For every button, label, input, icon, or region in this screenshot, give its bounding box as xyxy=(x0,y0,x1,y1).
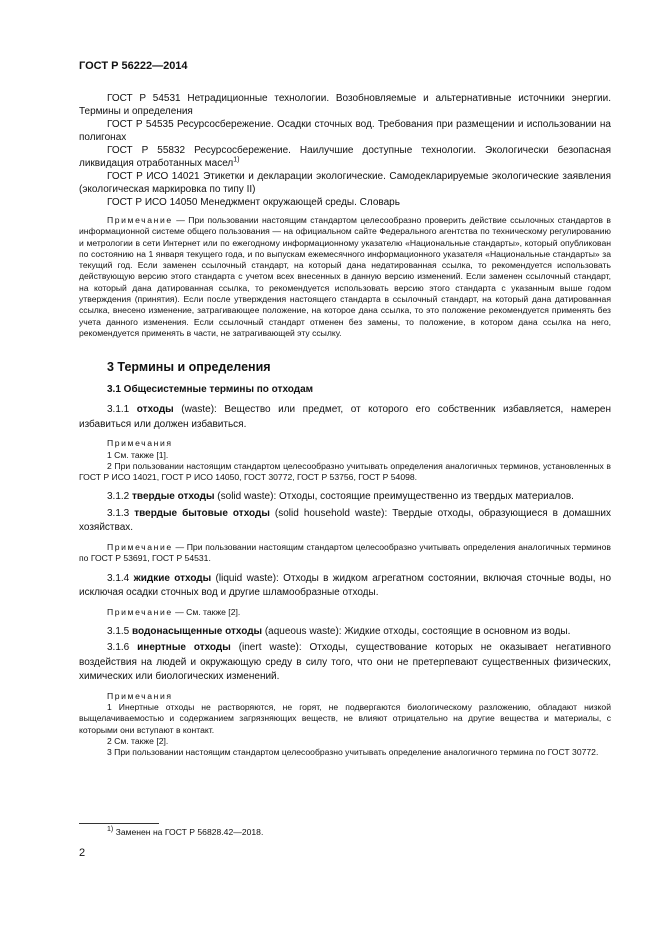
reference-item: ГОСТ Р 54531 Нетрадиционные технологии. Возобновляемые и альтернативные источники энергии. Термины и определения xyxy=(79,93,611,117)
term-3-1-6: 3.1.6 инертные отходы (inert waste): Отходы, существование которых не оказывает негативного воздействия на людей и окружающую среду в силу того, что они не претерпевают существенных физических, химических или биологических изменений. xyxy=(79,642,611,683)
term-3-1-3: 3.1.3 твердые бытовые отходы (solid household waste): Твердые отходы, образующиеся в домашних хозяйствах. xyxy=(79,507,611,534)
section-title: 3 Термины и определения xyxy=(107,360,271,375)
subsection-title: 3.1 Общесистемные термины по отходам xyxy=(107,384,314,396)
reference-item: ГОСТ Р ИСО 14050 Менеджмент окружающей среды. Словарь xyxy=(107,197,400,208)
term-note: Примечание — См. также [2]. xyxy=(107,606,241,617)
term-3-1-5: 3.1.5 водонасыщенные отходы (aqueous waste): Жидкие отходы, состоящие в основном из воды. xyxy=(107,625,571,637)
term-3-1-1: 3.1.1 отходы (waste): Вещество или предмет, от которого его собственник избавляется, намерен избавиться или должен избавиться. xyxy=(79,404,611,430)
reference-item: ГОСТ Р 55832 Ресурсосбережение. Наилучшие доступные технологии. Экологически безопасная ликвидация отработанных масел$^{1)}$ xyxy=(79,145,611,169)
notes-heading: Примечания xyxy=(107,690,173,701)
document-header: ГОСТ Р 56222—2014 xyxy=(79,60,188,72)
reference-item: ГОСТ Р ИСО 14021 Этикетки и декларации экологические. Самодекларируемые экологические заявления (экологическая маркировка по типу II) xyxy=(79,171,611,195)
note-item: 2 См. также [2]. xyxy=(107,736,169,747)
note-item: 1 См. также [1]. xyxy=(107,449,169,460)
term-note: Примечание — При пользовании настоящим стандартом целесообразно учитывать определения аналогичных терминов по ГОСТ Р 53691, ГОСТ Р 54531. xyxy=(79,541,611,564)
footnote-marker: 1) xyxy=(233,156,240,164)
normative-references xyxy=(79,92,611,209)
note-item: 1 Инертные отходы не растворяются, не горят, не подвергаются биологическому разложению, обладают низкой выщелачиваемостью и содержанием загрязняющих веществ, не влияют отрицательно на другие вещества и материалы, с которыми они вступают в контакт. xyxy=(79,702,611,735)
footnote-divider xyxy=(79,823,159,824)
notes-heading: Примечания xyxy=(107,438,173,449)
footnote: $^{1)}$ Заменен на ГОСТ Р 56828.42—2018. xyxy=(107,826,264,837)
term-3-1-2: 3.1.2 твердые отходы (solid waste): Отходы, состоящие преимущественно из твердых материалов. xyxy=(107,491,574,503)
reference-item: ГОСТ Р 54535 Ресурсосбережение. Осадки сточных вод. Требования при размещении и использовании на полигонах xyxy=(79,119,611,143)
note-item: 3 При пользовании настоящим стандартом целесообразно учитывать определение аналогичного термина по ГОСТ 30772. xyxy=(107,747,599,758)
page-number: 2 xyxy=(79,847,86,859)
page-content xyxy=(79,92,611,759)
references-note: Примечание — При пользовании настоящим стандартом целесообразно проверить действие ссылочных стандартов в информационной системе общего пользования — на официальном сайте Федерального агентства по техническому регулированию и метрологии в сети Интернет или по ежегодному информационному указателю «Национальные стандарты», который опубликован по состоянию на 1 января текущего года, и по выпускам ежемесячного информационного указателя «Национальные стандарты» за текущий год. Если заменен ссылочный стандарт, на который дана недатированная ссылка, то рекомендуется использовать действующую версию этого стандарта с учетом всех внесенных в данную версию изменений. Если заменен ссылочный стандарт, на который дана датированная ссылка, то рекомендуется использовать версию этого стандарта с указанным выше годом утверждения (принятия). Если после утверждения настоящего стандарта в ссылочный стандарт, на который дана датированная ссылка, внесено изменение, затрагивающее положение, на которое дана ссылка, то это положение рекомендуется применять без учета данного изменения. Если ссылочный стандарт отменен без замены, то положение, в котором дана ссылка на него, рекомендуется применять в части, не затрагивающей эту ссылку. xyxy=(79,215,611,338)
note-item: 2 При пользовании настоящим стандартом целесообразно учитывать определения аналогичных терминов, установленных в ГОСТ Р ИСО 14021, ГОСТ Р ИСО 14050, ГОСТ 30772, ГОСТ Р 53756, ГОСТ Р 54098. xyxy=(79,460,611,483)
term-3-1-4: 3.1.4 жидкие отходы (liquid waste): Отходы в жидком агрегатном состоянии, включая сточные воды, но исключая осадки сточных вод и другие шламообразные отходы. xyxy=(79,572,612,599)
